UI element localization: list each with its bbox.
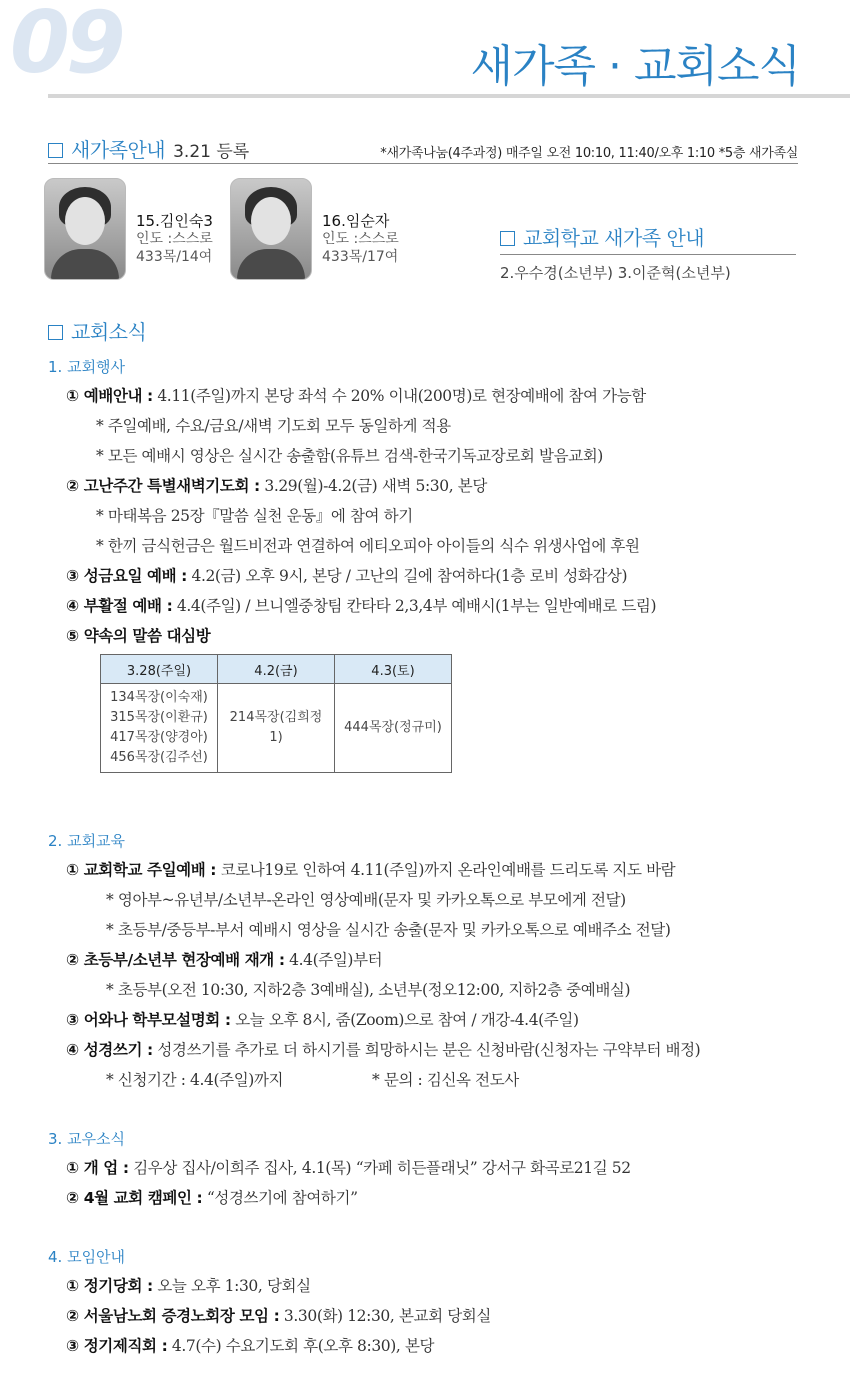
list-subitem: * 문의 : 김신옥 전도사 xyxy=(372,1071,519,1089)
newfamily-date: 3.21 등록 xyxy=(173,142,250,162)
member-photo xyxy=(44,178,126,280)
list-item: ① 교회학교 주일예배 : 코로나19로 인하여 4.11(주일)까지 온라인예배를 드리도록 지도 바람 xyxy=(66,861,676,879)
list-item: ④ 성경쓰기 : 성경쓰기를 추가로 더 하시기를 희망하시는 분은 신청바람(신청자는 구약부터 배정) xyxy=(66,1041,701,1059)
list-item: ⑤ 약속의 말씀 대심방 xyxy=(66,627,211,645)
list-item: ① 정기당회 : 오늘 오후 1:30, 당회실 xyxy=(66,1277,311,1295)
section-title: 1. 교회행사 xyxy=(48,358,126,376)
list-subitem: * 신청기간 : 4.4(주일)까지 xyxy=(106,1071,284,1089)
page-number: 09 xyxy=(10,0,122,93)
list-subitem: * 한끼 금식헌금은 월드비전과 연결하여 에티오피아 아이들의 식수 위생사업에 후원 xyxy=(96,537,640,555)
news-title: 교회소식 xyxy=(48,316,146,345)
member-photo xyxy=(230,178,312,280)
section-title: 4. 모임안내 xyxy=(48,1248,126,1266)
page-title: 새가족 · 교회소식 xyxy=(470,41,800,92)
table-cell: 444목장(정규미) xyxy=(335,684,452,773)
list-subitem: * 모든 예배시 영상은 실시간 송출함(유튜브 검색-한국기독교장로회 발음교회) xyxy=(96,447,603,465)
table-cell: 134목장(이숙재) 315목장(이환규) 417목장(양경아) 456목장(김주선) xyxy=(101,684,218,773)
newfamily-divider xyxy=(48,163,798,164)
list-item: ① 개 업 : 김우상 집사/이희주 집사, 4.1(목) “카페 히든플래닛” 강서구 화곡로21길 52 xyxy=(66,1159,631,1177)
member-name: 15.김인숙3 xyxy=(136,212,213,230)
list-item: ③ 성금요일 예배 : 4.2(금) 오후 9시, 본당 / 고난의 길에 참여하다(1층 로비 성화감상) xyxy=(66,567,628,585)
list-item: ④ 부활절 예배 : 4.4(주일) / 브니엘중창팀 칸타타 2,3,4부 예배시(1부는 일반예배로 드림) xyxy=(66,597,657,615)
list-item: ③ 정기제직회 : 4.7(수) 수요기도회 후(오후 8:30), 본당 xyxy=(66,1337,435,1355)
table-header: 4.3(토) xyxy=(335,655,452,684)
table-cell: 214목장(김희정1) xyxy=(218,684,335,773)
school-divider xyxy=(500,254,796,255)
school-title: 교회학교 새가족 안내 xyxy=(500,222,704,251)
member-guide: 인도 :스스로 xyxy=(136,231,213,247)
list-item: ② 초등부/소년부 현장예배 재개 : 4.4(주일)부터 xyxy=(66,951,383,969)
member-card xyxy=(230,178,399,280)
member-group: 433목/17여 xyxy=(322,249,399,265)
school-list: 2.우수경(소년부) 3.이준혁(소년부) xyxy=(500,264,731,282)
list-item: ② 고난주간 특별새벽기도회 : 3.29(월)-4.2(금) 새벽 5:30, 본당 xyxy=(66,477,487,495)
list-subitem: * 마태복음 25장『말씀 실천 운동』에 참여 하기 xyxy=(96,507,413,525)
table-header: 3.28(주일) xyxy=(101,655,218,684)
table-header: 4.2(금) xyxy=(218,655,335,684)
list-subitem: * 초등부(오전 10:30, 지하2층 3예배실), 소년부(정오12:00, 지하2층 중예배실) xyxy=(106,981,631,999)
list-item: ② 4월 교회 캠페인 : “성경쓰기에 참여하기” xyxy=(66,1189,358,1207)
visitation-table xyxy=(100,654,452,773)
list-item: ② 서울남노회 증경노회장 모임 : 3.30(화) 12:30, 본교회 당회실 xyxy=(66,1307,491,1325)
section-title: 3. 교우소식 xyxy=(48,1130,126,1148)
list-item: ③ 어와나 학부모설명회 : 오늘 오후 8시, 줌(Zoom)으로 참여 / 개강-4.4(주일) xyxy=(66,1011,579,1029)
newfamily-note: *새가족나눔(4주과정) 매주일 오전 10:10, 11:40/오후 1:10 *5층 새가족실 xyxy=(380,146,798,161)
checkbox-icon xyxy=(48,143,63,158)
checkbox-icon xyxy=(48,325,63,340)
member-group: 433목/14여 xyxy=(136,249,213,265)
member-guide: 인도 :스스로 xyxy=(322,231,399,247)
list-subitem: * 영아부~유년부/소년부-온라인 영상예배(문자 및 카카오톡으로 부모에게 전달) xyxy=(106,891,626,909)
list-subitem: * 주일예배, 수요/금요/새벽 기도회 모두 동일하게 적용 xyxy=(96,417,451,435)
list-subitem: * 초등부/중등부-부서 예배시 영상을 실시간 송출(문자 및 카카오톡으로 예배주소 전달) xyxy=(106,921,671,939)
list-item: ① 예배안내 : 4.11(주일)까지 본당 좌석 수 20% 이내(200명)로 현장예배에 참여 가능함 xyxy=(66,387,646,405)
newfamily-header xyxy=(48,134,798,163)
member-card xyxy=(44,178,213,280)
title-divider xyxy=(48,94,850,98)
member-name: 16.임순자 xyxy=(322,212,390,230)
newfamily-title: 새가족안내 xyxy=(48,134,165,163)
section-title: 2. 교회교육 xyxy=(48,832,126,850)
checkbox-icon xyxy=(500,231,515,246)
